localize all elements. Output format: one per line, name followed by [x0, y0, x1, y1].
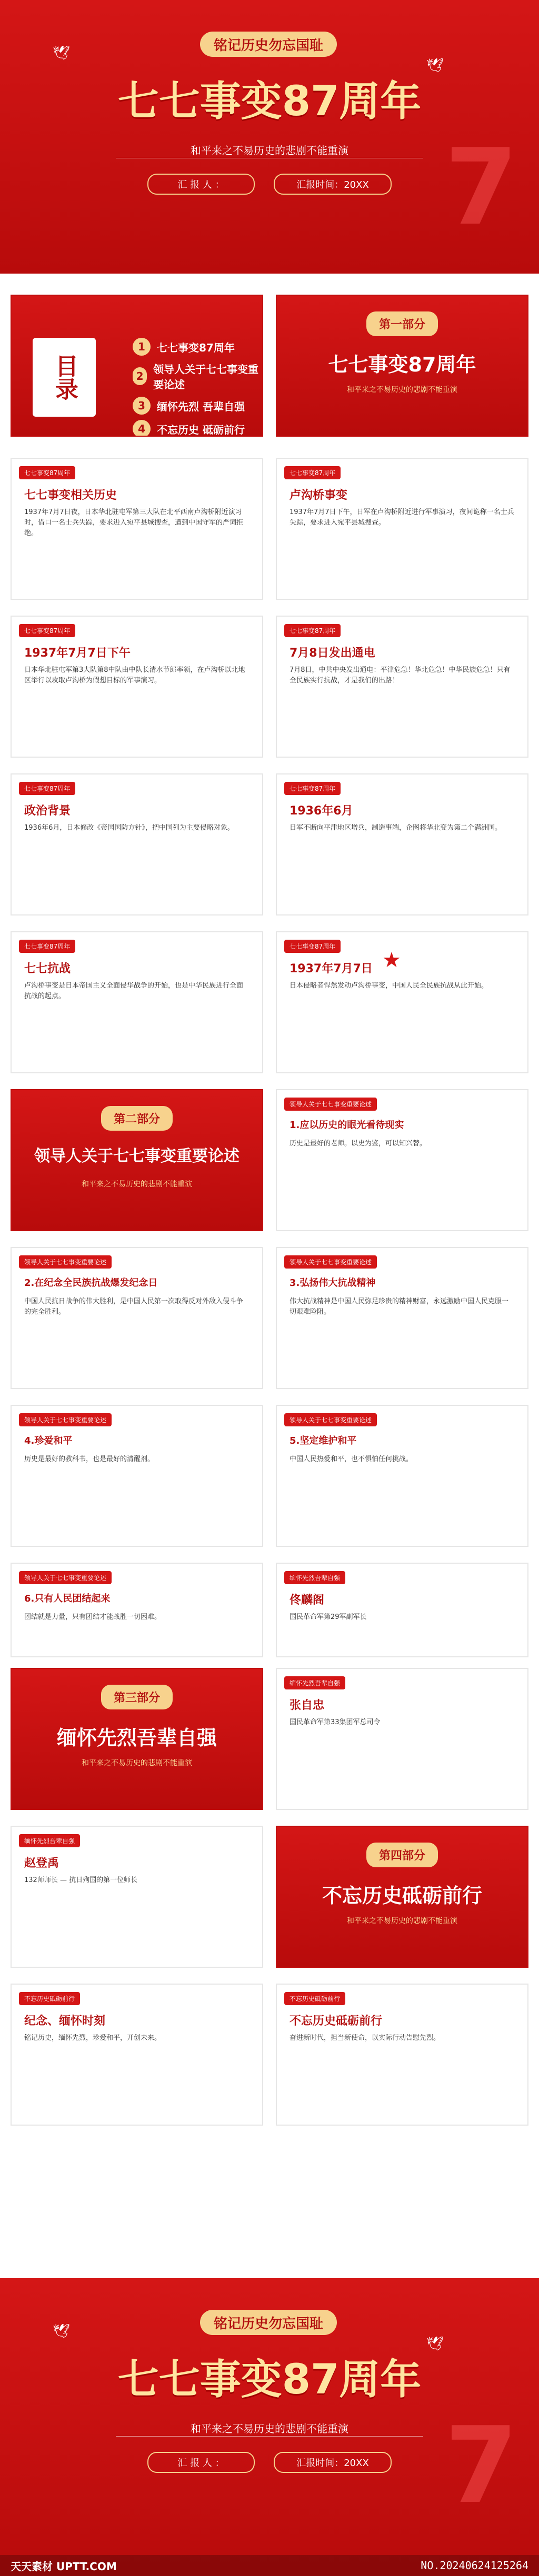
slide-tag: 七七事变87周年 — [284, 940, 341, 953]
slide-tag: 领导人关于七七事变重要论述 — [19, 1571, 112, 1584]
slide-heading: 卢沟桥事变 — [290, 489, 348, 502]
slide-tag: 不忘历史砥砺前行 — [19, 1992, 80, 2005]
content-slide — [11, 458, 263, 600]
slide-tag: 七七事变87周年 — [284, 624, 341, 637]
reporter-label: 汇 报 人 ： — [147, 2452, 255, 2473]
slide-text: 1936年6月，日本修改《帝国国防方针》，把中国列为主要侵略对象。 — [24, 824, 234, 832]
slide-tag: 不忘历史砥砺前行 — [284, 1992, 345, 2005]
slide-heading: 赵登禹 — [24, 1857, 59, 1870]
part-title: 不忘历史砥砺前行 — [322, 1884, 482, 1907]
slide-tag: 七七事变87周年 — [19, 624, 75, 637]
content-slide — [276, 1089, 528, 1231]
slide-text: 历史是最好的老师。以史为鉴，可以知兴替。 — [290, 1140, 427, 1148]
slide-heading: 张自忠 — [290, 1699, 325, 1712]
slide-text: 1937年7月7日下午，日军在卢沟桥附近进行军事演习，夜间诡称一名士兵失踪，要求进入宛平县城搜查。 — [290, 508, 514, 527]
slide-text: 团结就是力量，只有团结才能战胜一切困难。 — [24, 1613, 162, 1621]
slide-heading: 政治背景 — [24, 804, 71, 818]
toc-label: 领导人关于七七事变重要论述 — [153, 363, 259, 391]
seven-graphic: 7 — [444, 126, 518, 249]
slide-tag: 领导人关于七七事变重要论述 — [19, 1413, 112, 1426]
slide-text: 中国人民热爱和平，也不惧怕任何挑战。 — [290, 1455, 413, 1463]
part-badge: 第二部分 — [101, 1106, 173, 1131]
banner-subtitle: 和平来之不易历史的悲剧不能重演 — [191, 2422, 348, 2435]
slide-text: 奋进新时代，担当新使命，以实际行动告慰先烈。 — [290, 2034, 441, 2042]
part-badge: 第三部分 — [101, 1685, 173, 1709]
part-title: 缅怀先烈吾辈自强 — [56, 1726, 217, 1749]
slide-tag: 领导人关于七七事变重要论述 — [284, 1413, 377, 1426]
toc-label: 缅怀先烈 吾辈自强 — [157, 400, 245, 413]
part4-slide — [276, 1826, 528, 1968]
content-slide — [11, 1247, 263, 1389]
slide-text: 国民革命军第33集团军总司令 — [290, 1718, 381, 1726]
watermark-right: NO.20240624125264 — [421, 2559, 528, 2572]
slide-text: 中国人民抗日战争的伟大胜利，是中国人民第一次取得反对外敌入侵斗争的完全胜利。 — [24, 1297, 244, 1316]
time-label: 汇报时间：20XX — [274, 174, 392, 195]
slide-tag: 七七事变87周年 — [19, 466, 75, 479]
divider-line — [116, 2436, 423, 2437]
slide-heading: 佟麟阁 — [290, 1594, 325, 1607]
toc-label: 七七事变87周年 — [157, 341, 235, 354]
watermark — [0, 2555, 539, 2576]
star-icon: ★ — [382, 948, 401, 972]
part-badge: 第四部分 — [366, 1843, 438, 1867]
time-label: 汇报时间：20XX — [274, 2452, 392, 2473]
dove-icon: 🕊 — [53, 45, 71, 61]
top-banner — [0, 0, 539, 274]
slide-text: 132师师长 — 抗日殉国的第一位师长 — [24, 1876, 138, 1884]
content-slide — [276, 931, 528, 1073]
slide-tag: 七七事变87周年 — [284, 782, 341, 795]
banner-tag: 铭记历史勿忘国耻 — [200, 2310, 337, 2335]
toc-num: 3 — [133, 397, 151, 415]
slide-tag: 领导人关于七七事变重要论述 — [284, 1098, 377, 1111]
content-slide — [11, 1984, 263, 2126]
slide-text: 7月8日，中共中央发出通电：平津危急！华北危急！中华民族危急！只有全民族实行抗战，才是我们的出路！ — [290, 666, 511, 685]
bottom-banner — [0, 2278, 539, 2576]
toc-item[interactable] — [133, 397, 262, 415]
dove-icon: 🕊 — [53, 2323, 71, 2339]
toc-item[interactable] — [133, 338, 262, 356]
slide-tag: 缅怀先烈吾辈自强 — [284, 1571, 345, 1584]
part-subtitle: 和平来之不易历史的悲剧不能重演 — [347, 386, 457, 394]
content-slide — [276, 1247, 528, 1389]
part-subtitle: 和平来之不易历史的悲剧不能重演 — [82, 1180, 192, 1189]
slide-text: 铭记历史，缅怀先烈，珍爱和平，开创未来。 — [24, 2034, 162, 2042]
content-slide — [276, 458, 528, 600]
content-slide — [276, 1984, 528, 2126]
part-subtitle: 和平来之不易历史的悲剧不能重演 — [347, 1917, 457, 1925]
slide-heading: 1936年6月 — [290, 804, 353, 818]
slide-heading: 7月8日发出通电 — [290, 647, 375, 660]
toc-list — [133, 333, 262, 437]
slide-text: 日本华北驻屯军第3大队第8中队由中队长清水节郎率领，在卢沟桥以北地区举行以攻取卢沟桥为假想目标的军事演习。 — [24, 666, 245, 685]
toc-slide — [11, 295, 263, 437]
slide-heading: 2.在纪念全民族抗战爆发纪念日 — [24, 1277, 158, 1289]
banner-title: 七七事变87周年 — [117, 78, 422, 125]
seven-graphic: 7 — [444, 2404, 518, 2527]
part1-slide — [276, 295, 528, 437]
slide-tag: 七七事变87周年 — [284, 466, 341, 479]
banner-title: 七七事变87周年 — [117, 2356, 422, 2403]
content-slide — [276, 1668, 528, 1810]
slide-text: 国民革命军第29军副军长 — [290, 1613, 367, 1621]
slide-heading: 1.应以历史的眼光看待现实 — [290, 1120, 404, 1131]
slide-tag: 领导人关于七七事变重要论述 — [19, 1255, 112, 1269]
part-title: 领导人关于七七事变重要论述 — [34, 1147, 239, 1165]
content-slide — [11, 616, 263, 758]
part-title: 七七事变87周年 — [328, 353, 476, 376]
part2-slide — [11, 1089, 263, 1231]
banner-tag: 铭记历史勿忘国耻 — [200, 32, 337, 57]
slide-heading: 不忘历史砥砺前行 — [290, 2015, 383, 2028]
slide-text: 日军不断向平津地区增兵，制造事端，企图将华北变为第二个满洲国。 — [290, 824, 502, 832]
slide-heading: 七七事变相关历史 — [24, 489, 117, 502]
content-slide — [276, 616, 528, 758]
slide-heading: 6.只有人民团结起来 — [24, 1593, 111, 1604]
slide-text: 伟大抗战精神是中国人民弥足珍贵的精神财富，永远激励中国人民克服一切艰难险阻。 — [290, 1297, 509, 1316]
content-slide — [11, 773, 263, 915]
slide-heading: 1937年7月7日 — [290, 962, 373, 975]
slide-tag: 缅怀先烈吾辈自强 — [19, 1834, 80, 1847]
slide-tag: 缅怀先烈吾辈自强 — [284, 1676, 345, 1689]
part-badge: 第一部分 — [366, 311, 438, 336]
slide-text: 历史是最好的教科书，也是最好的清醒剂。 — [24, 1455, 155, 1463]
slide-tag: 七七事变87周年 — [19, 940, 75, 953]
slide-heading: 1937年7月7日下午 — [24, 647, 131, 660]
content-slide — [11, 1826, 263, 1968]
watermark-left: 天天素材 UPTT.COM — [11, 2560, 117, 2573]
content-slide — [11, 1405, 263, 1547]
content-slide — [11, 1563, 263, 1657]
toc-label: 不忘历史 砥砺前行 — [157, 423, 245, 436]
content-slide — [276, 773, 528, 915]
slide-text: 卢沟桥事变是日本帝国主义全面侵华战争的开始，也是中华民族进行全面抗战的起点。 — [24, 982, 244, 1000]
toc-num: 4 — [133, 420, 151, 437]
slide-tag: 七七事变87周年 — [19, 782, 75, 795]
reporter-label: 汇 报 人 ： — [147, 174, 255, 195]
slide-tag: 领导人关于七七事变重要论述 — [284, 1255, 377, 1269]
banner-subtitle: 和平来之不易历史的悲剧不能重演 — [191, 144, 348, 157]
content-slide — [276, 1405, 528, 1547]
slide-heading: 4.珍爱和平 — [24, 1435, 73, 1446]
slide-heading: 3.弘扬伟大抗战精神 — [290, 1277, 376, 1289]
dove-icon: 🕊 — [426, 2336, 444, 2352]
part-subtitle: 和平来之不易历史的悲剧不能重演 — [82, 1759, 192, 1767]
toc-item[interactable] — [133, 420, 262, 437]
dove-icon: 🕊 — [426, 58, 444, 74]
part3-slide — [11, 1668, 263, 1810]
toc-title: 目录 — [33, 338, 96, 417]
slide-text: 1937年7月7日夜，日本华北驻屯军第三大队在北平西南卢沟桥附近演习时，借口一名士兵失踪，要求进入宛平县城搜查，遭到中国守军的严词拒绝。 — [24, 508, 244, 537]
slide-text: 日本侵略者悍然发动卢沟桥事变，中国人民全民族抗战从此开始。 — [290, 982, 488, 990]
slide-heading: 纪念、缅怀时刻 — [24, 2015, 106, 2028]
toc-item[interactable] — [133, 361, 262, 391]
content-slide — [11, 931, 263, 1073]
content-slide — [276, 1563, 528, 1657]
toc-num: 2 — [133, 367, 147, 385]
toc-num: 1 — [133, 338, 151, 356]
slide-heading: 七七抗战 — [24, 962, 71, 975]
slide-heading: 5.坚定维护和平 — [290, 1435, 357, 1446]
